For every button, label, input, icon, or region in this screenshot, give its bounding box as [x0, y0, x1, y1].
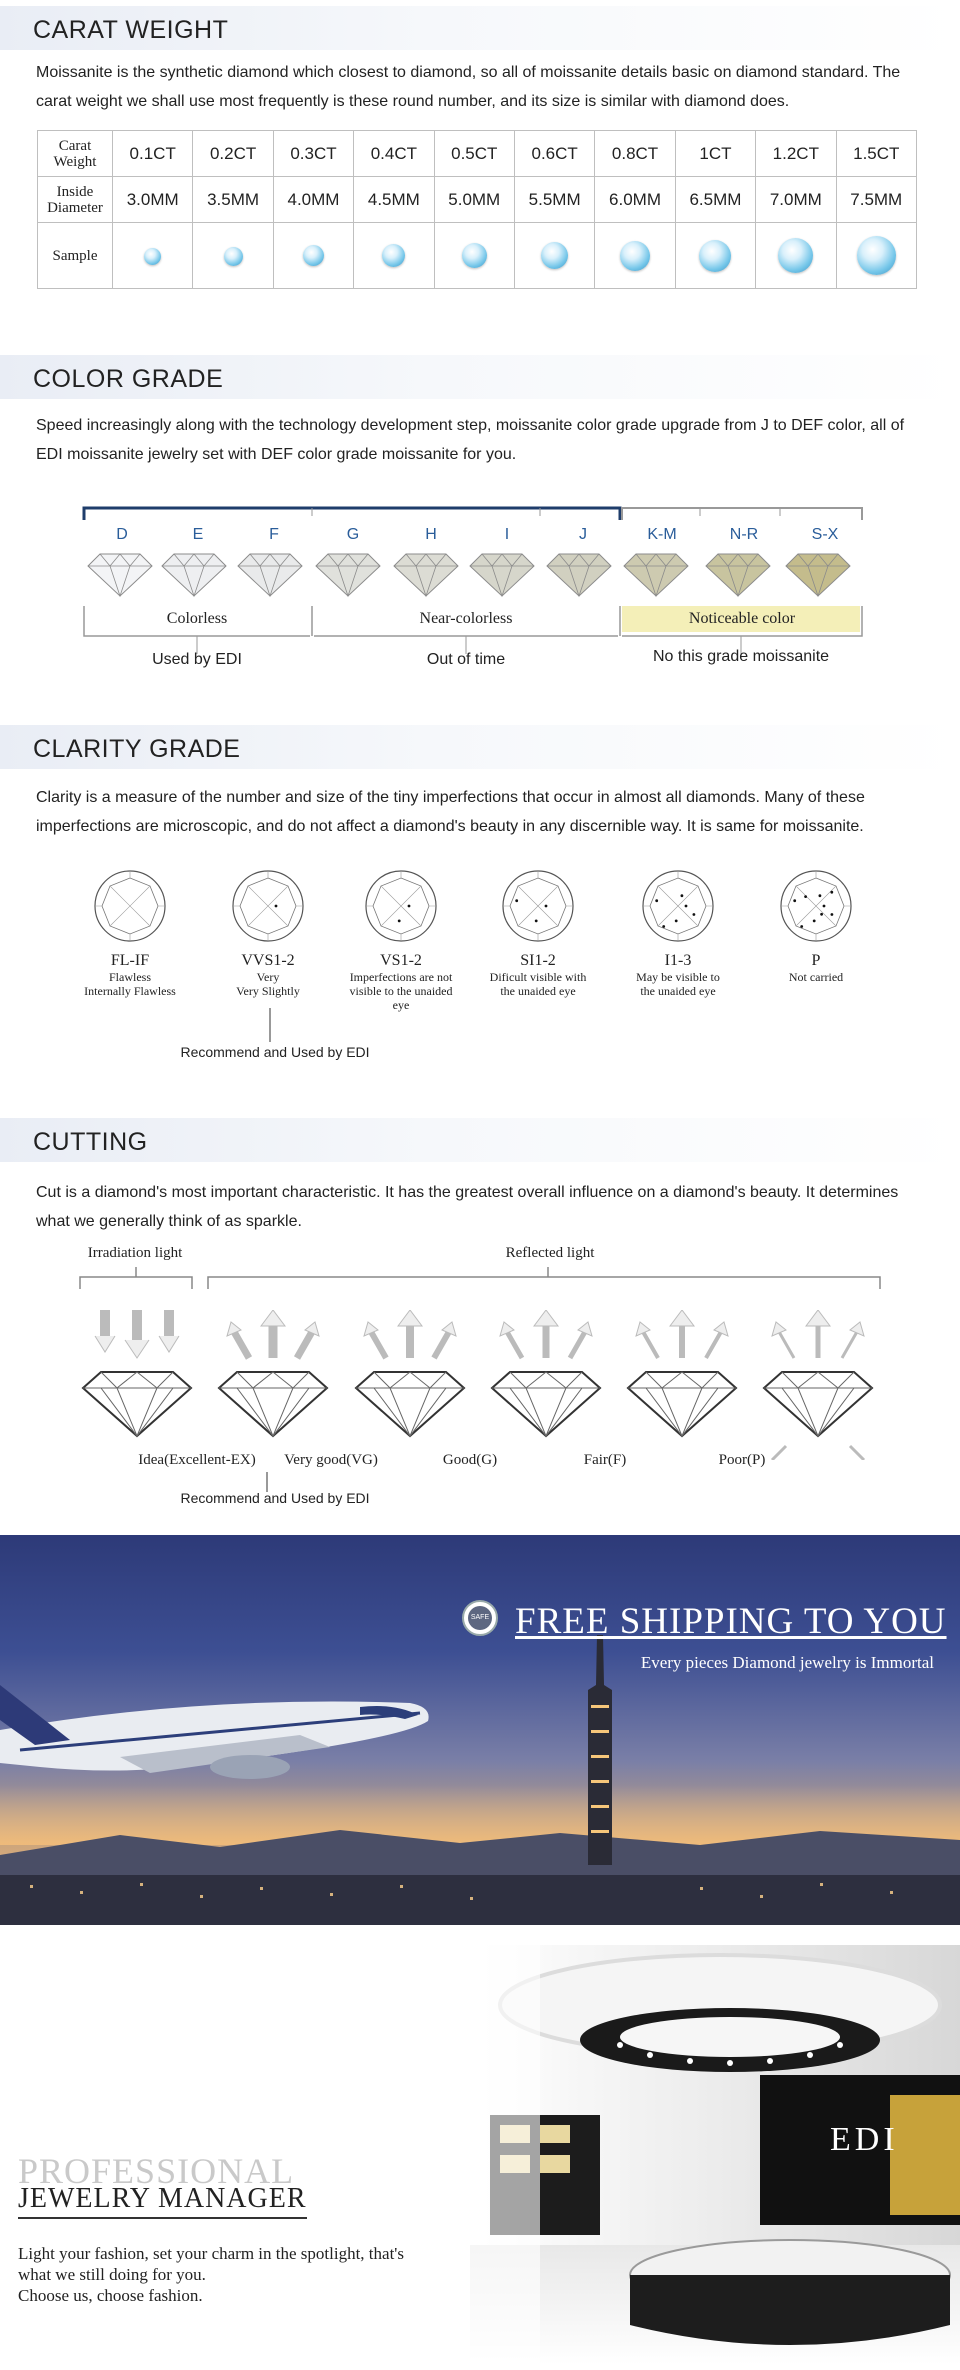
safe-badge-icon — [462, 1600, 498, 1636]
color-group-colorless: Colorless — [166, 610, 228, 627]
carat-weight-header — [38, 131, 113, 177]
clarity-grade-desc-line1: Not carried — [788, 970, 844, 984]
color-grade-diamond-icon — [312, 548, 384, 600]
carat-sample-cell — [193, 223, 273, 289]
clarity-recommend-note: Recommend and Used by EDI — [180, 1044, 370, 1060]
carat-diameter-cell: 4.5MM — [354, 177, 434, 223]
carat-weight-cell: 0.8CT — [595, 131, 675, 177]
carat-weight-cell: 0.1CT — [113, 131, 193, 177]
color-grade-diamond-icon — [702, 548, 774, 600]
clarity-grade-desc-line2: Internally Flawless — [84, 984, 176, 998]
professional-text-line: Choose us, choose fashion. — [18, 2286, 203, 2305]
color-grade-diamond-icon — [158, 548, 230, 600]
city-skyline-image — [0, 1535, 960, 1925]
cut-grade-label: Poor(P) — [718, 1452, 766, 1468]
reflected-light-label: Reflected light — [505, 1245, 595, 1261]
carat-diameter-cell: 3.5MM — [193, 177, 273, 223]
color-grade-letter: H — [425, 526, 437, 543]
clarity-grade-item — [208, 866, 328, 998]
color-grade-diamond-icon — [390, 548, 462, 600]
clarity-intro: Clarity is a measure of the number and size of the tiny imperfections that occur in almost all diamonds. Many of these imperfections are microscopic, and do not affect a diamond's beauty in any discernible way. It is same for moissanite. — [36, 789, 865, 835]
carat-sample-header: Sample — [38, 223, 113, 289]
carat-weight-header-line1: Carat — [58, 137, 92, 154]
moissanite-gem-icon — [699, 240, 731, 272]
carat-diameter-cell: 7.5MM — [836, 177, 916, 223]
professional-text-line: what we still doing for you. — [18, 2265, 206, 2284]
color-grade-letter: K-M — [647, 526, 677, 543]
free-shipping-banner — [0, 1535, 960, 1925]
carat-sample-cell — [113, 223, 193, 289]
cutting-section-title: CUTTING — [33, 1128, 148, 1156]
color-note-used: Used by EDI — [152, 651, 242, 668]
carat-diameter-cell: 3.0MM — [113, 177, 193, 223]
cutting-section-header — [0, 1118, 960, 1162]
carat-diameter-header-line2: Diameter — [47, 199, 103, 216]
carat-sample-cell — [756, 223, 836, 289]
color-grade-letter: F — [269, 526, 279, 543]
carat-weight-header-line2: Weight — [53, 153, 97, 170]
clarity-diamond-icon — [638, 866, 718, 946]
clarity-grade-desc-line1: May be visible to — [636, 970, 720, 984]
clarity-grade-desc-line2: the unaided eye — [640, 984, 716, 998]
carat-weight-cell: 0.6CT — [514, 131, 594, 177]
carat-table — [37, 130, 917, 289]
carat-diameter-row — [38, 177, 917, 223]
carat-section-title: CARAT WEIGHT — [33, 16, 229, 44]
carat-weight-cell: 1.5CT — [836, 131, 916, 177]
carat-weight-cell: 0.4CT — [354, 131, 434, 177]
clarity-grade-code: VS1-2 — [380, 952, 422, 969]
irradiation-diamond-icon — [77, 1310, 197, 1465]
color-group-noticeable: Noticeable color — [688, 610, 796, 627]
clarity-grade-item — [478, 866, 598, 998]
color-section-header — [0, 355, 960, 399]
carat-diameter-header — [38, 177, 113, 223]
color-grade-diamond-icon — [234, 548, 306, 600]
cutting-intro: Cut is a diamond's most important characteristic. It has the greatest overall influence on a diamond's beauty. It determines what we generally think of as sparkle. — [36, 1184, 899, 1230]
carat-sample-cell — [354, 223, 434, 289]
cut-grade-label: Fair(F) — [583, 1452, 627, 1468]
carat-weight-cell: 0.5CT — [434, 131, 514, 177]
clarity-section-header — [0, 725, 960, 769]
clarity-grade-code: I1-3 — [664, 952, 692, 969]
clarity-grade-code: VVS1-2 — [241, 952, 295, 969]
clarity-grade-desc-line1: Flawless — [109, 970, 151, 984]
cut-diamond-icon — [622, 1310, 742, 1465]
clarity-diamond-icon — [498, 866, 578, 946]
cut-diamond-icon — [486, 1310, 606, 1465]
moissanite-gem-icon — [224, 247, 243, 266]
color-note-out: Out of time — [426, 651, 506, 668]
cut-diamond-icon — [758, 1310, 878, 1465]
clarity-grade-item — [341, 866, 461, 1012]
carat-sample-cell — [595, 223, 675, 289]
cut-diamond-icon — [350, 1310, 470, 1465]
carat-sample-cell — [273, 223, 353, 289]
clarity-grade-desc-line1: Imperfections are not — [349, 970, 453, 984]
moissanite-gem-icon — [778, 238, 813, 273]
carat-weight-row — [38, 131, 917, 177]
color-grade-letter: G — [346, 526, 360, 543]
moissanite-gem-icon — [541, 242, 568, 269]
moissanite-gem-icon — [462, 243, 487, 268]
carat-section-header — [0, 6, 960, 50]
safe-badge-label: SAFE — [468, 1606, 492, 1630]
irradiation-light-label: Irradiation light — [87, 1245, 183, 1261]
cut-grade-label: Very good(VG) — [284, 1452, 378, 1468]
color-grade-letter: J — [579, 526, 587, 543]
color-grade-diamond-icon — [466, 548, 538, 600]
color-grade-letter: N-R — [729, 526, 759, 543]
moissanite-gem-icon — [620, 241, 650, 271]
professional-heading-ghost: PROFESSIONAL — [18, 2151, 295, 2191]
professional-section — [0, 1945, 960, 2365]
airplane-icon — [0, 1685, 429, 1779]
professional-text — [18, 2243, 458, 2306]
carat-sample-cell — [675, 223, 755, 289]
carat-weight-cell: 1CT — [675, 131, 755, 177]
carat-weight-cell: 1.2CT — [756, 131, 836, 177]
color-note-no-grade: No this grade moissanite — [652, 648, 830, 665]
carat-diameter-cell: 5.0MM — [434, 177, 514, 223]
color-grade-diamond-icon — [782, 548, 854, 600]
carat-diameter-header-line1: Inside — [56, 183, 94, 200]
clarity-grade-desc-line1: Dificult visible with — [489, 970, 587, 984]
professional-heading: JEWELRY MANAGER — [18, 2183, 307, 2219]
carat-diameter-cell: 4.0MM — [273, 177, 353, 223]
cut-recommend-note: Recommend and Used by EDI — [180, 1490, 370, 1506]
color-grade-diamond-icon — [620, 548, 692, 600]
color-grade-letter: E — [192, 526, 204, 543]
color-grade-letter: D — [116, 526, 128, 543]
clarity-grade-code: FL-IF — [110, 952, 150, 969]
clarity-section-title: CLARITY GRADE — [33, 735, 241, 763]
moissanite-gem-icon — [382, 244, 405, 267]
moissanite-gem-icon — [144, 248, 161, 265]
carat-sample-cell — [434, 223, 514, 289]
clarity-grade-desc-line2: the unaided eye — [500, 984, 576, 998]
carat-diameter-cell: 6.0MM — [595, 177, 675, 223]
carat-diameter-cell: 7.0MM — [756, 177, 836, 223]
cutting-light-brackets — [0, 1265, 960, 1295]
clarity-grade-code: SI1-2 — [520, 952, 556, 969]
color-section-title: COLOR GRADE — [33, 365, 224, 393]
color-intro: Speed increasingly along with the technology development step, moissanite color grade upgrade from J to DEF color, all of EDI moissanite jewelry set with DEF color grade moissanite for you. — [36, 417, 905, 463]
clarity-grade-desc-line2: visible to the unaided eye — [349, 984, 453, 1012]
clarity-diamond-icon — [776, 866, 856, 946]
clarity-diamond-icon — [361, 866, 441, 946]
professional-text-line: Light your fashion, set your charm in the spotlight, that's — [18, 2244, 404, 2263]
free-shipping-title: FREE SHIPPING TO YOU — [515, 1601, 947, 1642]
color-grade-diamond-icon — [543, 548, 615, 600]
clarity-diamond-icon — [228, 866, 308, 946]
cut-grade-label: Idea(Excellent-EX) — [138, 1452, 256, 1468]
clarity-grade-item — [618, 866, 738, 998]
carat-diameter-cell: 5.5MM — [514, 177, 594, 223]
carat-diameter-cell: 6.5MM — [675, 177, 755, 223]
carat-sample-row — [38, 223, 917, 289]
cut-diamond-icon — [213, 1310, 333, 1465]
color-grade-letter: I — [504, 526, 510, 543]
clarity-grade-desc-line1: Very — [256, 970, 280, 984]
cut-grade-label: Good(G) — [442, 1452, 498, 1468]
color-grade-diamond-icon — [84, 548, 156, 600]
free-shipping-subtitle: Every pieces Diamond jewelry is Immortal — [640, 1653, 934, 1672]
carat-weight-cell: 0.2CT — [193, 131, 273, 177]
carat-sample-cell — [836, 223, 916, 289]
clarity-grade-code: P — [811, 952, 821, 969]
carat-sample-cell — [514, 223, 594, 289]
clarity-diamond-icon — [90, 866, 170, 946]
carat-intro: Moissanite is the synthetic diamond which closest to diamond, so all of moissanite details basic on diamond standard. The carat weight we shall use most frequently is these round number, and its size is similar with diamond does. — [36, 64, 901, 110]
color-grade-letter: S-X — [811, 526, 839, 543]
carat-weight-cell: 0.3CT — [273, 131, 353, 177]
moissanite-gem-icon — [857, 236, 896, 275]
clarity-recommend-pointer — [260, 1008, 280, 1044]
clarity-grade-item — [756, 866, 876, 984]
color-group-near-colorless: Near-colorless — [419, 610, 513, 627]
clarity-grade-item — [70, 866, 190, 998]
clarity-grade-desc-line2: Very Slightly — [236, 984, 300, 998]
moissanite-gem-icon — [303, 245, 324, 266]
edi-store-logo: EDI — [830, 2121, 899, 2158]
